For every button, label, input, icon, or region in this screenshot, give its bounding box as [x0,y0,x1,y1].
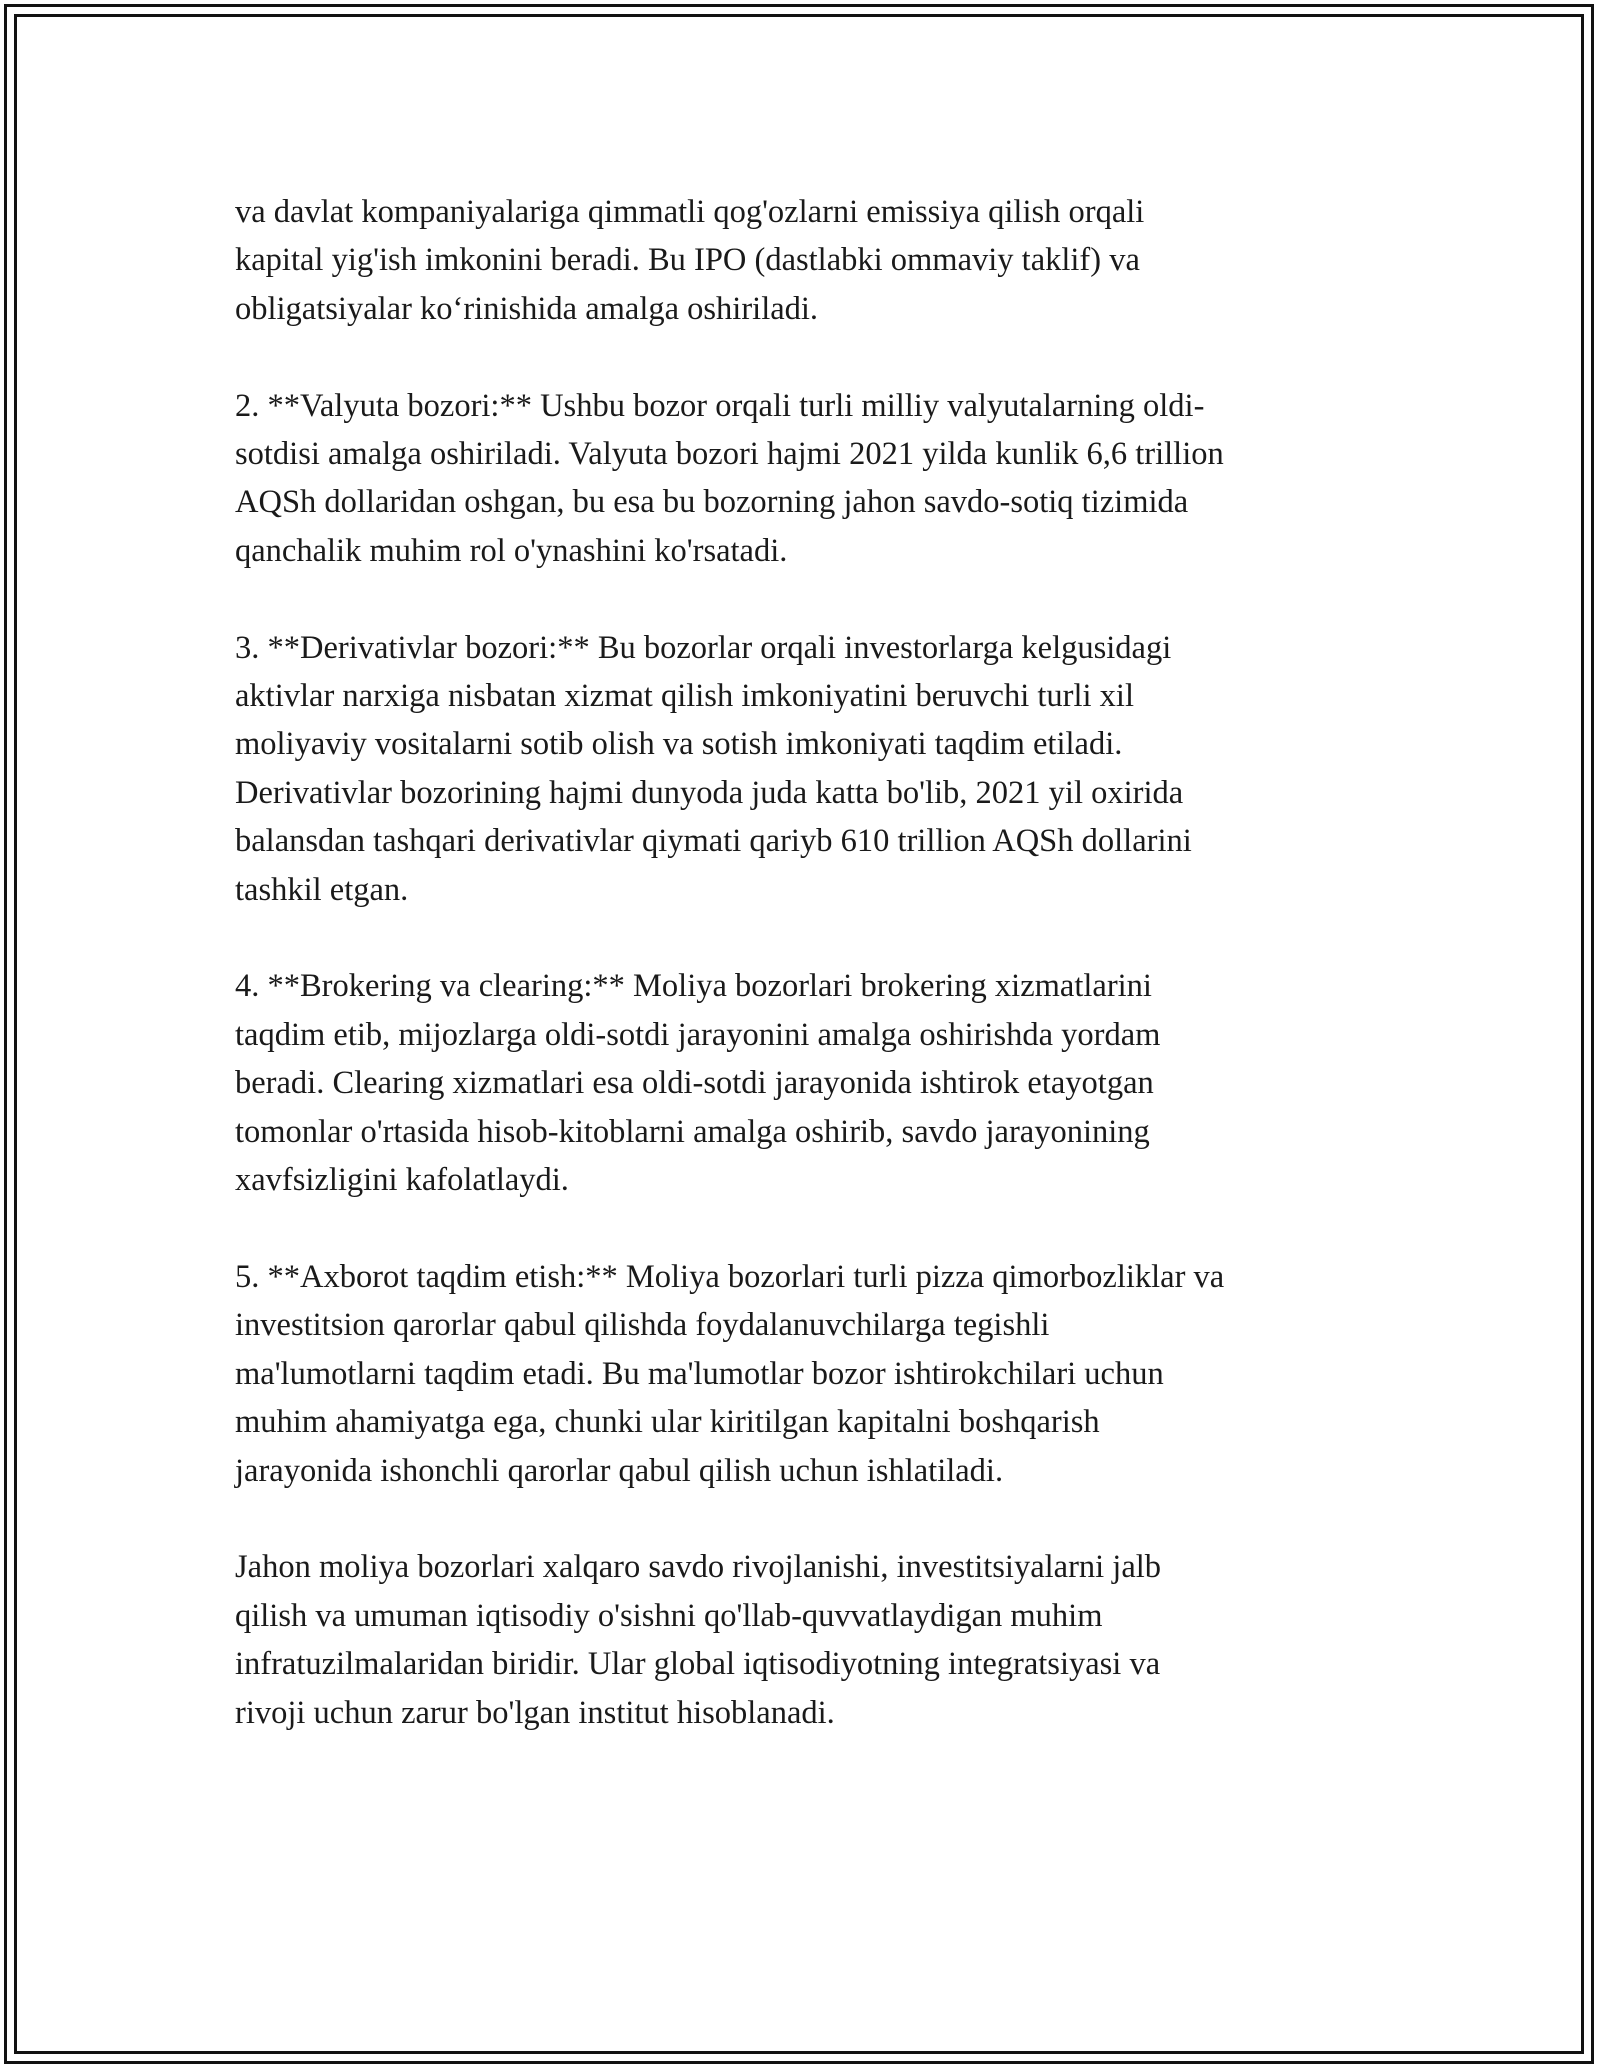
paragraph-conclusion: Jahon moliya bozorlari xalqaro savdo rivojlanishi, investitsiyalarni jalb qilish va umuman iqtisodiy o'sishni qo'llab-quvvatlaydigan muhim infratuzilmalaridan biridir. Ular global iqtisodiyotning integratsiyasi va rivoji uchun zarur bo'lgan institut hisoblanadi. [235,1549,1162,1731]
paragraph-derivatives-market: 3. **Derivativlar bozori:** Bu bozorlar orqali investorlarga kelgusidagi aktivlar narxiga nisbatan xizmat qilish imkoniyatini beruvchi turli xil moliyaviy vositalarni sotib olish va sotish imkoniyati taqdim etiladi. Derivativlar bozorining hajmi dunyoda juda katta bo'lib, 2021 yil oxirida balansdan tashqari derivativlar qiymati qariyb 610 trillion AQSh dollarini tashkil etgan. [235,629,1192,908]
paragraph-ipo-continuation: va davlat kompaniyalariga qimmatli qog'ozlarni emissiya qilish orqali kapital yig'ish imkonini beradi. Bu IPO (dastlabki ommaviy taklif) va obligatsiyalar ko‘rinishida amalga oshiriladi. [235,194,1145,327]
paragraph-currency-market: 2. **Valyuta bozori:** Ushbu bozor orqali turli milliy valyutalarning oldi- sotdisi amalga oshiriladi. Valyuta bozori hajmi 2021 yilda kunlik 6,6 trillion AQSh dollaridan oshgan, bu esa bu bozorning jahon savdo-sotiq tizimida qanchalik muhim rol o'ynashini ko'rsatadi. [235,387,1224,569]
paragraph-brokering-clearing: 4. **Brokering va clearing:** Moliya bozorlari brokering xizmatlarini taqdim etib, mijozlarga oldi-sotdi jarayonini amalga oshirishda yordam beradi. Clearing xizmatlari esa oldi-sotdi jarayonida ishtirok etayotgan tomonlar o'rtasida hisob-kitoblarni amalga oshirib, savdo jarayonining xavfsizligini kafolatlaydi. [235,968,1161,1199]
document-body [235,188,1375,1785]
paragraph-information-provision: 5. **Axborot taqdim etish:** Moliya bozorlari turli pizza qimorbozliklar va investitsion qarorlar qabul qilishda foydalanuvchilarga tegishli ma'lumotlarni taqdim etadi. Bu ma'lumotlar bozor ishtirokchilari uchun muhim ahamiyatga ega, chunki ular kiritilgan kapitalni boshqarish jarayonida ishonchli qarorlar qabul qilish uchun ishlatiladi. [235,1258,1225,1489]
